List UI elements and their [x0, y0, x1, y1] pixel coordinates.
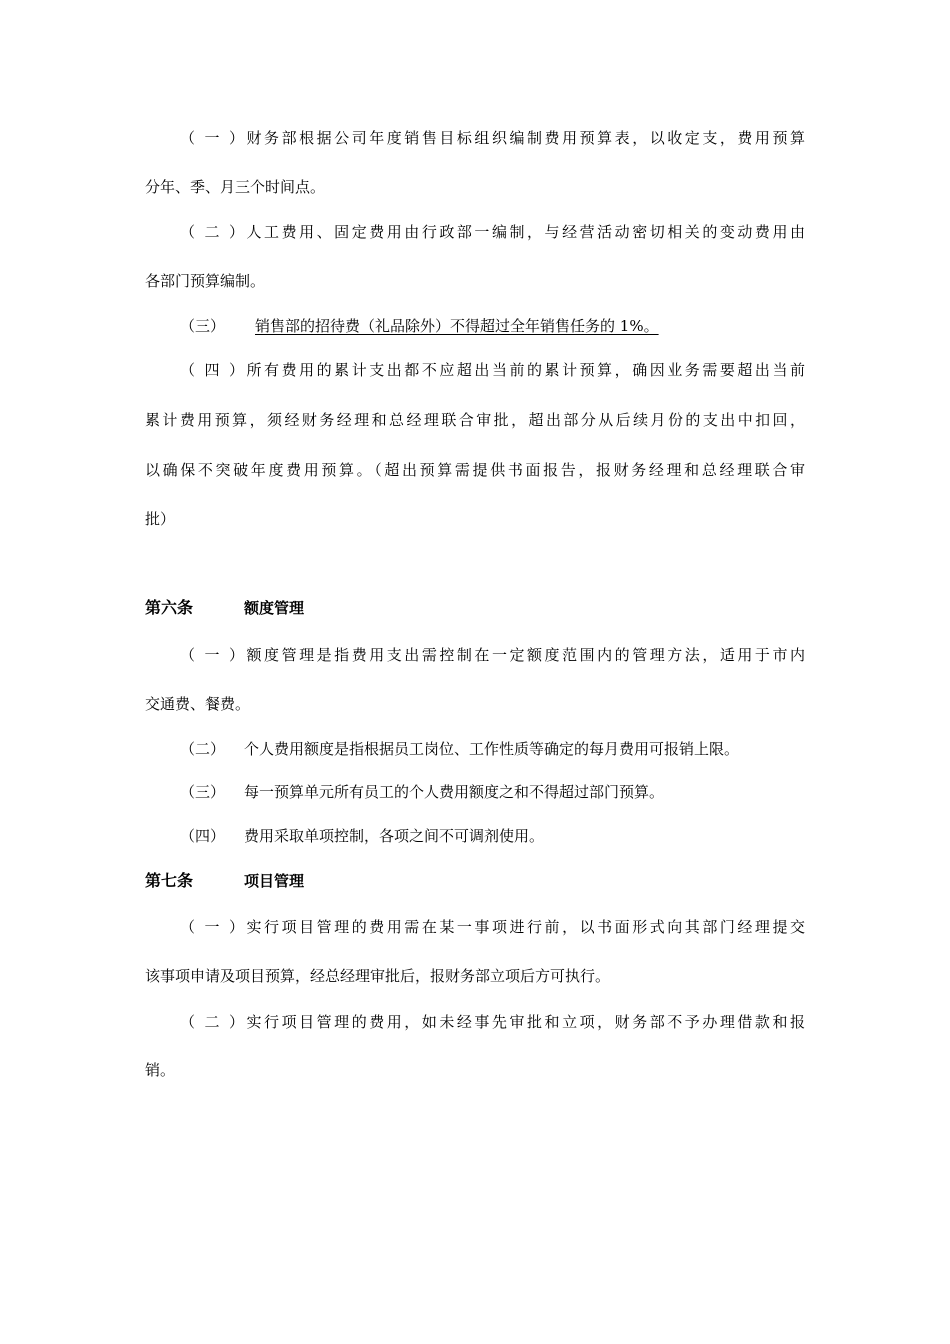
- s5-item4-line3: 以确保不突破年度费用预算。（超出预算需提供书面报告，报财务经理和总经理联合审: [145, 461, 805, 479]
- article-number: 第六条: [145, 598, 194, 617]
- item-number: （四）: [180, 827, 226, 845]
- article6-heading: [145, 598, 805, 618]
- a6-item1-line1: （一）额度管理是指费用支出需控制在一定额度范围内的管理方法，适用于市内: [180, 646, 805, 664]
- item-number: （一）: [180, 646, 244, 664]
- article-title: 项目管理: [244, 872, 305, 890]
- a6-item3-line1: （三） 每一预算单元所有员工的个人费用额度之和不得超过部门预算。: [180, 783, 665, 801]
- item-number: （四）: [180, 361, 244, 379]
- item-number: （三）: [180, 783, 226, 801]
- item-number: （二）: [180, 1013, 244, 1031]
- s5-item4-line4: 批）: [145, 510, 176, 528]
- s5-item2-line2: 各部门预算编制。: [145, 272, 266, 290]
- a7-item1-line1: （一）实行项目管理的费用需在某一事项进行前，以书面形式向其部门经理提交: [180, 918, 805, 936]
- underlined-text: 销售部的招待费（礼品除外）不得超过全年销售任务的 1%。: [255, 317, 659, 335]
- article-number: 第七条: [145, 871, 194, 890]
- a6-item1-line2: 交通费、餐费。: [145, 695, 251, 713]
- a7-item1-line2: 该事项申请及项目预算，经总经理审批后，报财务部立项后方可执行。: [145, 967, 611, 985]
- a7-item2-line2: 销。: [145, 1061, 176, 1079]
- item-number: （二）: [180, 223, 244, 241]
- s5-item1-line2: 分年、季、月三个时间点。: [145, 178, 326, 196]
- article7-heading: [145, 871, 805, 891]
- a7-item2-line1: （二）实行项目管理的费用，如未经事先审批和立项，财务部不予办理借款和报: [180, 1013, 805, 1031]
- article-title: 额度管理: [244, 599, 305, 617]
- item-number: （三）: [180, 317, 226, 335]
- item-number: （一）: [180, 129, 244, 147]
- s5-item2-line1: （二）人工费用、固定费用由行政部一编制，与经营活动密切相关的变动费用由: [180, 223, 805, 241]
- item-number: （二）: [180, 740, 226, 758]
- s5-item3-line1: [145, 316, 805, 336]
- a6-item2-line1: （二） 个人费用额度是指根据员工岗位、工作性质等确定的每月费用可报销上限。: [180, 740, 740, 758]
- item-number: （一）: [180, 918, 244, 936]
- s5-item4-line1: （四）所有费用的累计支出都不应超出当前的累计预算，确因业务需要超出当前: [180, 361, 805, 379]
- s5-item4-line2: 累计费用预算，须经财务经理和总经理联合审批，超出部分从后续月份的支出中扣回，: [145, 411, 805, 429]
- a6-item4-line1: （四） 费用采取单项控制，各项之间不可调剂使用。: [180, 827, 545, 845]
- s5-item1-line1: （一）财务部根据公司年度销售目标组织编制费用预算表，以收定支，费用预算: [180, 129, 805, 147]
